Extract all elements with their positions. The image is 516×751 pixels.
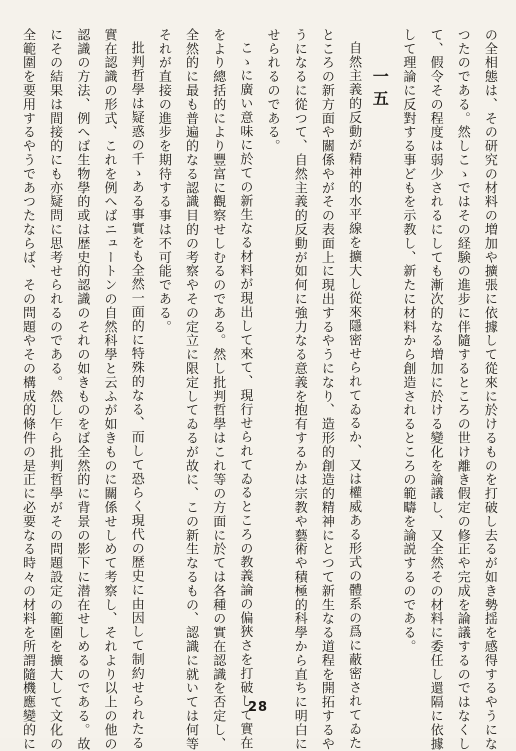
page-number: 28 [247,700,269,715]
text-column-16: 認識の方法、例へば生物學的或は歴史的認識のそれの如きものをば全然的に背景の影下に潜在せしめるのである。故 [74,28,90,751]
text-column-12: 全然的に最も普遍的なる認識目的の考察やその定立に限定してゐるが故に、この新生なるもの、認識に就いては何等 [183,28,199,751]
text-column-2: つたのである。然しこゝではその経験の進步に伴隨するところの世け離き假定の修正や完成を論議するのではなくし [454,28,470,751]
text-column-6: 自然主義的反動が精神的水平線を擴大し從來隱密せられてゐるか、又は權威ある形式の體系の爲に蔽密されてゐた [346,41,362,750]
text-column-10: こゝに廣い意味に於ての新生なる材料が現出して來て、現行せられてゐるところの教義論の偏狹さを打破して實在 [237,41,253,750]
text-column-7: ところの新方面や關係やがその表面上に現出するやうになり、造形的創造的精神にとつて新生なる道程を開拓するや [318,28,334,751]
text-column-13: それが直接の進步を期待する事は不可能である。 [155,28,171,334]
text-column-9: せられるのである。 [264,28,280,154]
text-column-15: 實在認識の形式、これを例へばニュートンの自然科學と云ふが如きものに關係せしめて考察し、それより以上の他の [101,28,117,751]
text-column-14: 批判哲學は疑惑の千ゝある事實をも全然一面的に特殊的なる、而して恐らく現代の歴史に由因して制約せられたる [128,41,144,750]
text-column-1: の全相態は、その研究の材料の増加や擴張に依據して從來に於けるものを打破し去るが如き勢揺を感得するやうにな [481,28,497,751]
text-column-8: うになるに從つて、自然主義的反動が如何に強力なる意義を抱有するかは宗教や藝術や積極的科學から直ちに明白に [291,28,307,751]
text-column-3: て、假令その程度は弱少されるにしても漸次的なる増加に於ける變化を論議し、又全然その材料に委任し還隔に依據 [427,28,443,751]
text-column-4: して理論に反對する事どもを示教し、新たに材料から創造されるところの範疇を論説するのである。 [400,28,416,654]
text-column-11: をより總括的により豐富に觀察せしむるのである。然し批判哲學はこれ等の方面に於ては各種の實在認識を否定し、 [210,28,226,751]
text-column-18: 全範圍を要用するやうであつたならば、その問題やその構成的條件の是正に必要なる時々の材料を所謂隨機應變的に [20,28,35,751]
section-heading: 一五 [370,68,390,112]
text-column-17: にその結果は間接的にも亦疑問に思考せられるのである。然し乍ら批判哲學がその問題設定の範圍を擴大して文化の [47,28,63,751]
